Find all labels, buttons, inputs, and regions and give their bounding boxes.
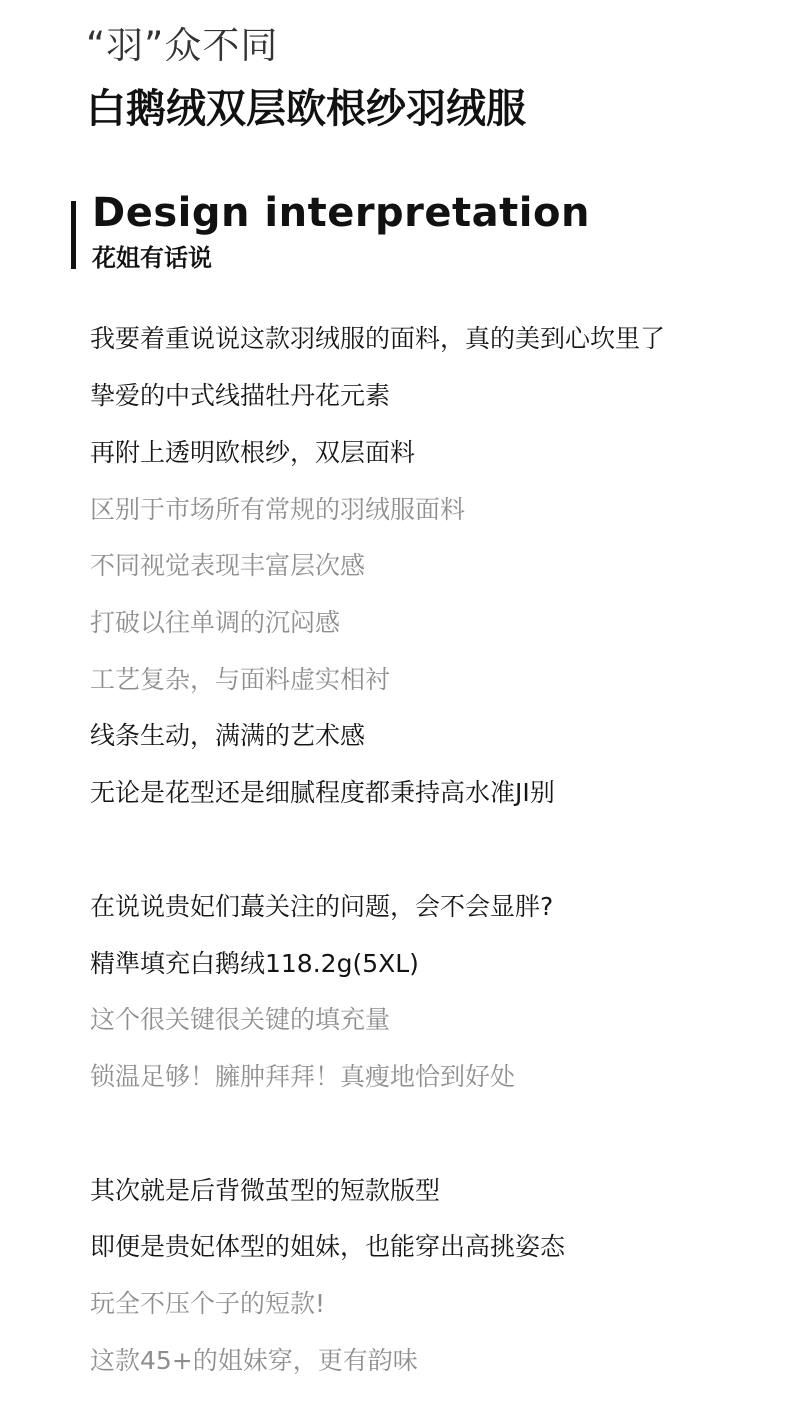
text-line: 工艺复杂，与面料虚实相衬 <box>90 665 391 694</box>
text-line: 我要着重说说这款羽绒服的面料，真的美到心坎里了 <box>90 324 666 353</box>
text-line: 这款45+的姐妹穿，更有韵味 <box>90 1346 418 1375</box>
text-line: 再附上透明欧根纱，双层面料 <box>90 438 416 467</box>
text-line: 在说说贵妃们蕞关注的问题，会不会显胖? <box>90 892 554 921</box>
text-line: 打破以往单调的沉闷感 <box>90 608 341 637</box>
text-line: 不同视觉表现丰富层次感 <box>90 551 366 580</box>
text-line: 这个很关键很关键的填充量 <box>90 1005 391 1034</box>
tagline: “羽”众不同 <box>86 24 279 67</box>
text-line: 精準填充白鹅绒118.2g(5XL) <box>90 949 419 978</box>
text-line: 玩全不压个子的短款! <box>90 1289 326 1318</box>
text-line: 无论是花型还是细腻程度都秉持高水准JI别 <box>90 778 555 807</box>
section-subheading: 花姐有话说 <box>92 244 212 272</box>
product-title: 白鹅绒双层欧根纱羽绒服 <box>86 86 526 132</box>
text-line: 区别于市场所有常规的羽绒服面料 <box>90 495 466 524</box>
text-line: 即便是贵妃体型的姐妹，也能穿出高挑姿态 <box>90 1232 566 1261</box>
text-line: 其次就是后背微茧型的短款版型 <box>90 1176 441 1205</box>
text-line: 锁温足够！臃肿拜拜！真瘦地恰到好处 <box>90 1062 516 1091</box>
section-heading: Design interpretation <box>92 190 590 236</box>
section-accent-bar <box>71 201 76 269</box>
text-line: 线条生动，满满的艺术感 <box>90 721 366 750</box>
text-line: 挚爱的中式线描牡丹花元素 <box>90 381 391 410</box>
